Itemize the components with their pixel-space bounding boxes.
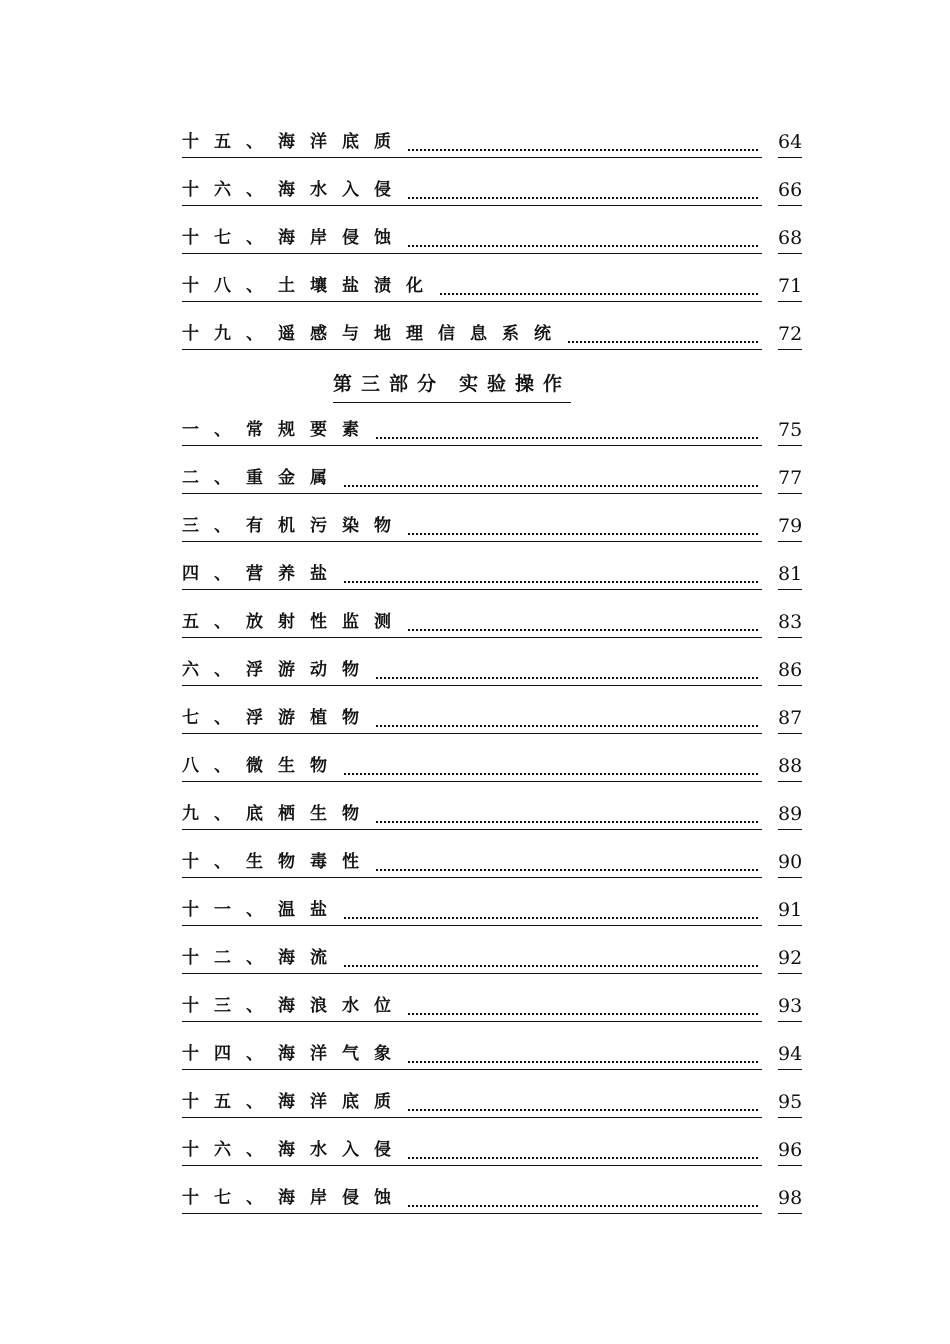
- toc-page-number: 90: [778, 848, 802, 878]
- dot-leader: [376, 724, 758, 727]
- toc-entry-title: 十四、海洋气象: [182, 1044, 406, 1064]
- toc-page-number: 95: [778, 1088, 802, 1118]
- dot-leader: [408, 1108, 758, 1111]
- toc-entry-title: 八、微生物: [182, 756, 342, 776]
- toc-page-number: 83: [778, 608, 802, 638]
- dot-leader: [408, 532, 758, 535]
- toc-entry-title: 十五、海洋底质: [182, 132, 406, 152]
- toc-entry[interactable]: [182, 892, 802, 926]
- toc-entry[interactable]: [182, 412, 802, 446]
- dot-leader: [344, 580, 758, 583]
- toc-page-number: 91: [778, 896, 802, 926]
- dot-leader: [344, 916, 758, 919]
- toc-page-number: 68: [778, 224, 802, 254]
- toc-page-number: 77: [778, 464, 802, 494]
- toc-entry-title: 一、常规要素: [182, 420, 374, 440]
- toc-entry[interactable]: [182, 988, 802, 1022]
- toc-entry-title: 十七、海岸侵蚀: [182, 1188, 406, 1208]
- toc-entry-title: 二、重金属: [182, 468, 342, 488]
- dot-leader: [408, 1156, 758, 1159]
- dot-leader: [408, 1060, 758, 1063]
- toc-entry-title: 十六、海水入侵: [182, 180, 406, 200]
- toc-entry[interactable]: [182, 556, 802, 590]
- dot-leader: [408, 1012, 758, 1015]
- toc-entry-title: 三、有机污染物: [182, 516, 406, 536]
- dot-leader: [376, 436, 758, 439]
- section-title-name: 实验操作: [459, 373, 572, 395]
- dot-leader: [344, 964, 758, 967]
- section-title-part: 第三部分: [333, 373, 446, 395]
- dot-leader: [408, 196, 758, 199]
- toc-entry[interactable]: [182, 748, 802, 782]
- dot-leader: [376, 676, 758, 679]
- toc-entry[interactable]: [182, 940, 802, 974]
- toc-page-number: 87: [778, 704, 802, 734]
- toc-entry-title: 十六、海水入侵: [182, 1140, 406, 1160]
- toc-entry[interactable]: [182, 604, 802, 638]
- toc-entry-title: 七、浮游植物: [182, 708, 374, 728]
- toc-entry-title: 十、生物毒性: [182, 852, 374, 872]
- toc-entry-title: 四、营养盐: [182, 564, 342, 584]
- dot-leader: [408, 628, 758, 631]
- toc-page-number: 66: [778, 176, 802, 206]
- toc-page-number: 98: [778, 1184, 802, 1214]
- toc-page-number: 92: [778, 944, 802, 974]
- dot-leader: [376, 820, 758, 823]
- dot-leader: [344, 484, 758, 487]
- toc-entry[interactable]: [182, 172, 802, 206]
- toc-entry[interactable]: [182, 700, 802, 734]
- toc-page-number: 72: [778, 320, 802, 350]
- dot-leader: [408, 244, 758, 247]
- toc-entry[interactable]: [182, 1132, 802, 1166]
- toc-entry[interactable]: [182, 124, 802, 158]
- dot-leader: [408, 148, 758, 151]
- dot-leader: [568, 340, 758, 343]
- toc-entry[interactable]: [182, 220, 802, 254]
- toc-page-number: 71: [778, 272, 802, 302]
- toc-entry-title: 十八、土壤盐渍化: [182, 276, 438, 296]
- dot-leader: [408, 1204, 758, 1207]
- toc-entry-title: 十七、海岸侵蚀: [182, 228, 406, 248]
- toc-page-number: 96: [778, 1136, 802, 1166]
- toc-page-number: 89: [778, 800, 802, 830]
- toc-entry[interactable]: [182, 316, 802, 350]
- toc-entry-title: 十二、海流: [182, 948, 342, 968]
- toc-entry[interactable]: [182, 508, 802, 542]
- toc-entry[interactable]: [182, 652, 802, 686]
- toc-page-number: 88: [778, 752, 802, 782]
- toc-page-number: 64: [778, 128, 802, 158]
- toc-entry[interactable]: [182, 268, 802, 302]
- section-heading: [333, 370, 571, 403]
- toc-entry-title: 五、放射性监测: [182, 612, 406, 632]
- toc-entry-title: 十三、海浪水位: [182, 996, 406, 1016]
- dot-leader: [440, 292, 758, 295]
- toc-page-number: 81: [778, 560, 802, 590]
- toc-entry-title: 六、浮游动物: [182, 660, 374, 680]
- toc-entry-title: 十五、海洋底质: [182, 1092, 406, 1112]
- toc-entry[interactable]: [182, 796, 802, 830]
- toc-entry-title: 九、底栖生物: [182, 804, 374, 824]
- toc-page-number: 79: [778, 512, 802, 542]
- toc-entry-title: 十九、遥感与地理信息系统: [182, 324, 566, 344]
- toc-entry[interactable]: [182, 844, 802, 878]
- dot-leader: [344, 772, 758, 775]
- toc-page-number: 86: [778, 656, 802, 686]
- toc-entry[interactable]: [182, 1180, 802, 1214]
- toc-page-number: 93: [778, 992, 802, 1022]
- toc-page-number: 94: [778, 1040, 802, 1070]
- toc-entry[interactable]: [182, 460, 802, 494]
- toc-page-number: 75: [778, 416, 802, 446]
- toc-entry[interactable]: [182, 1036, 802, 1070]
- dot-leader: [376, 868, 758, 871]
- toc-entry[interactable]: [182, 1084, 802, 1118]
- toc-entry-title: 十一、温盐: [182, 900, 342, 920]
